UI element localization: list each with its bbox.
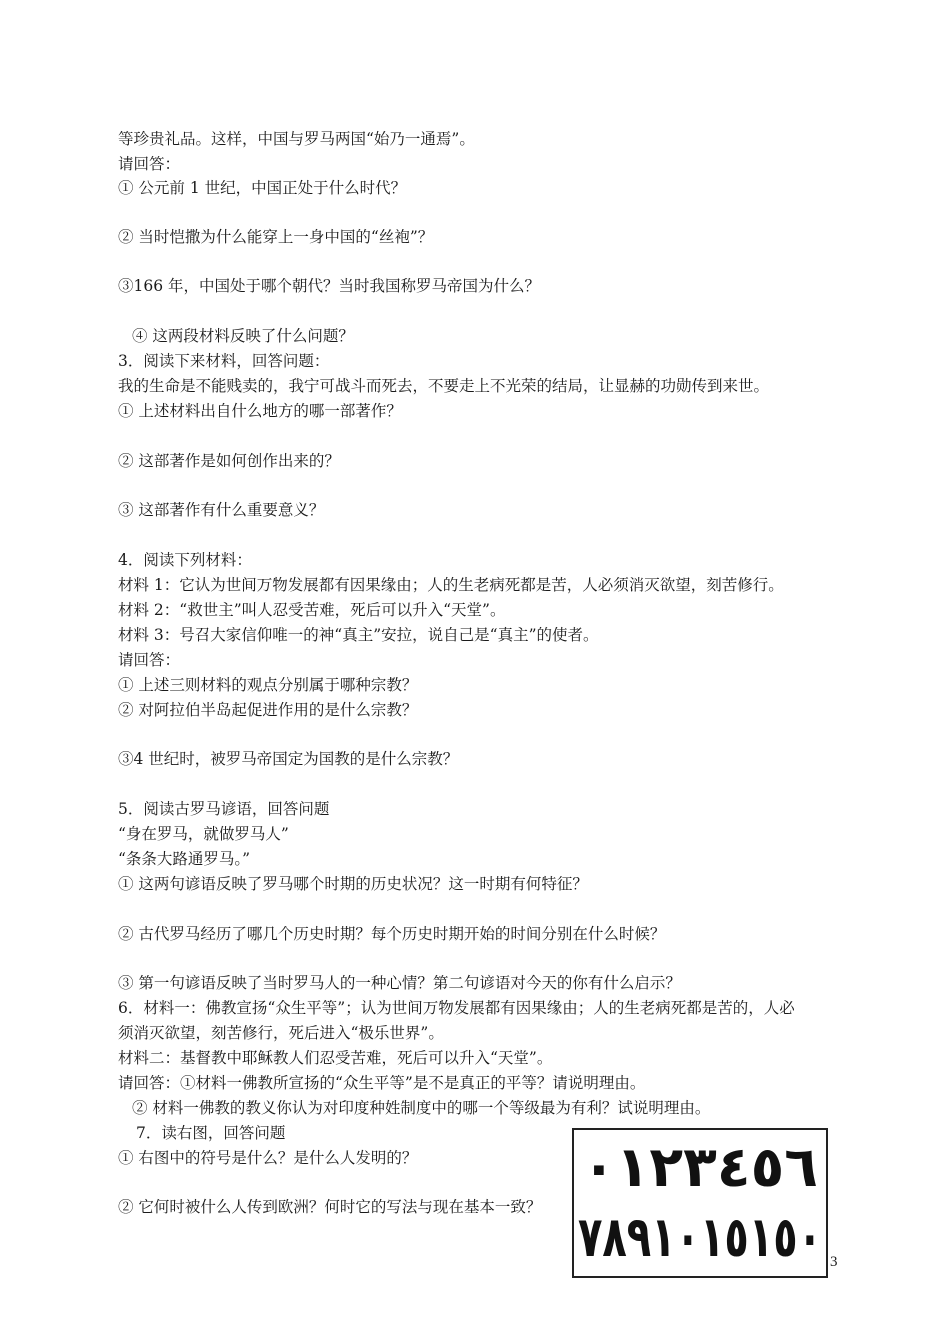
question-line: 请回答：①材料一佛教所宣扬的“众生平等”是不是真正的平等？请说明理由。 [118, 1074, 646, 1092]
question-line: ③166 年，中国处于哪个朝代？当时我国称罗马帝国为什么？ [118, 277, 541, 295]
proverb-line: “条条大路通罗马。” [118, 850, 251, 868]
section-heading: 4．阅读下列材料： [118, 551, 252, 569]
question-line: ① 上述三则材料的观点分别属于哪种宗教？ [118, 676, 418, 694]
question-line: ② 对阿拉伯半岛起促进作用的是什么宗教？ [118, 701, 418, 719]
text-line: 等珍贵礼品。这样，中国与罗马两国“始乃一通焉”。 [118, 130, 475, 148]
section-heading: 3．阅读下来材料，回答问题： [118, 352, 330, 370]
question-line: ④ 这两段材料反映了什么问题？ [132, 327, 354, 345]
text-line: 请回答： [118, 155, 181, 173]
question-line: ① 右图中的符号是什么？是什么人发明的？ [118, 1149, 418, 1167]
question-line: ③ 这部著作有什么重要意义？ [118, 501, 325, 519]
question-line: ② 这部著作是如何创作出来的？ [118, 452, 340, 470]
arabic-numerals-figure [572, 1128, 828, 1278]
question-line: ② 当时恺撒为什么能穿上一身中国的“丝袍”？ [118, 228, 434, 246]
text-line: 请回答： [118, 651, 181, 669]
material-text: 6．材料一：佛教宣扬“众生平等”；认为世间万物发展都有因果缘由；人的生老病死都是苦的，人必 [118, 999, 795, 1017]
question-line: ① 这两句谚语反映了罗马哪个时期的历史状况？这一时期有何特征？ [118, 875, 588, 893]
material-text: 材料 1：它认为世间万物发展都有因果缘由；人的生老病死都是苦，人必须消灭欲望，刻苦修行。 [118, 576, 784, 594]
section-heading: 5．阅读古罗马谚语，回答问题 [118, 800, 330, 818]
question-line: ③ 第一句谚语反映了当时罗马人的一种心情？第二句谚语对今天的你有什么启示？ [118, 974, 681, 992]
question-line: ② 它何时被什么人传到欧洲？何时它的写法与现在基本一致？ [118, 1198, 542, 1216]
numerals-row-1: ٠١٢٣٤٥٦ [582, 1135, 818, 1200]
material-text: 材料 2：“救世主”叫人忍受苦难，死后可以升入“天堂”。 [118, 601, 506, 619]
question-line: ① 上述材料出自什么地方的哪一部著作？ [118, 402, 402, 420]
section-heading: 7．读右图，回答问题 [136, 1124, 286, 1142]
material-text: 材料二：基督教中耶稣教人们忍受苦难，死后可以升入“天堂”。 [118, 1049, 553, 1067]
material-text: 我的生命是不能贱卖的，我宁可战斗而死去，不要走上不光荣的结局，让显赫的功勋传到来世。 [118, 377, 770, 395]
proverb-line: “身在罗马，就做罗马人” [118, 825, 289, 843]
numerals-row-2: ٧٨٩١٠١٥١٥٠ [578, 1205, 822, 1270]
question-line: ③4 世纪时，被罗马帝国定为国教的是什么宗教？ [118, 750, 459, 768]
question-line: ② 古代罗马经历了哪几个历史时期？每个历史时期开始的时间分别在什么时候？ [118, 925, 666, 943]
material-text: 须消灭欲望，刻苦修行，死后进入“极乐世界”。 [118, 1024, 444, 1042]
question-line: ① 公元前 1 世纪，中国正处于什么时代？ [118, 179, 407, 197]
material-text: 材料 3：号召大家信仰唯一的神“真主”安拉，说自己是“真主”的使者。 [118, 626, 599, 644]
question-line: ② 材料一佛教的教义你认为对印度种姓制度中的哪一个等级最为有利？试说明理由。 [132, 1099, 711, 1117]
page-number: 3 [830, 1254, 838, 1270]
